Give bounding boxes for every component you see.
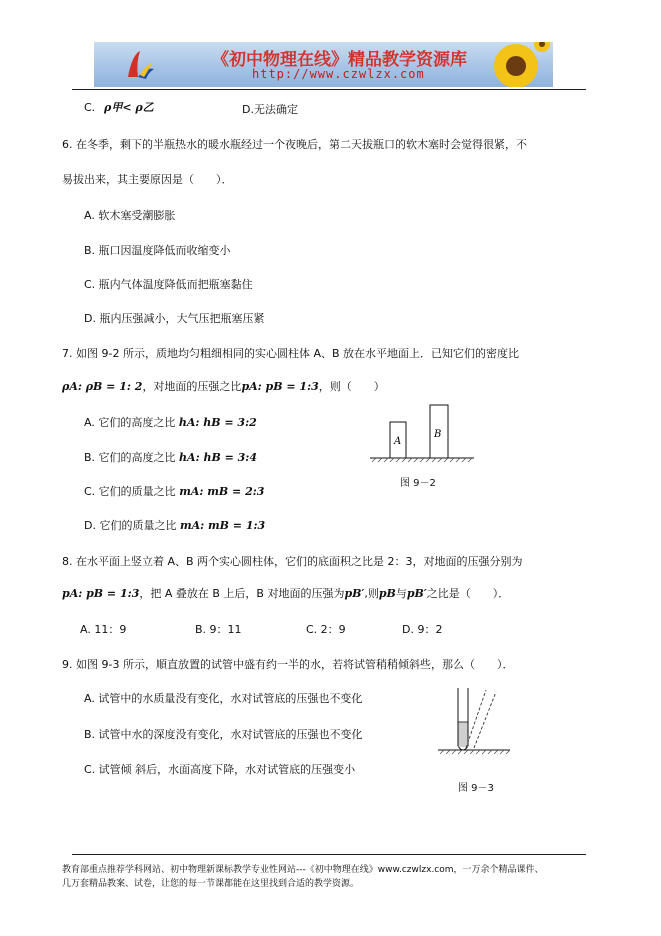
q7-stem-line2	[62, 378, 385, 394]
q6-option-d: D. 瓶内压强减小，大气压把瓶塞压紧	[84, 312, 265, 325]
q8-stem-mid2: ,则	[364, 587, 379, 600]
figure-9-2-caption: 图 9－2	[400, 478, 436, 489]
header-banner	[94, 42, 553, 87]
q9-option-a: A. 试管中的水质量没有变化，水对试管底的压强也不变化	[84, 692, 363, 705]
q7-option-d-math: mA: mB = 1:3	[179, 519, 266, 532]
q7-option-b-text: B. 它们的高度之比	[84, 451, 176, 464]
q8-stem-mid3: 与	[395, 587, 407, 600]
q8-option-b: B. 9：11	[195, 623, 242, 636]
q9-option-b: B. 试管中水的深度没有变化，水对试管底的压强也不变化	[84, 728, 363, 741]
footer-line1: 教育部重点推荐学科网站、初中物理新课标教学专业性网站---《初中物理在线》www.czwlzx.com，一万余个精品课件、	[62, 865, 544, 875]
q7-stem-line1: 7. 如图 9-2 所示，质地均匀粗细相同的实心圆柱体 A、B 放在水平地面上．已知它们的密度比	[62, 347, 520, 360]
q7-option-b	[84, 449, 257, 465]
figure-9-2	[368, 402, 478, 464]
q6-option-a: A. 软木塞受潮膨胀	[84, 209, 176, 222]
q6-option-b: B. 瓶口因温度降低而收缩变小	[84, 244, 231, 257]
q7-option-a	[84, 414, 257, 430]
q7-pressure-ratio: pA: pB = 1:3	[241, 380, 319, 393]
q7-stem-mid: ，对地面的压强之比	[142, 380, 242, 393]
footer-line2: 几万套精品教案、试卷，让您的每一节课都能在这里找到合适的教学资源。	[62, 879, 360, 889]
q6-stem-line2: 易拔出来，其主要原因是（ ）．	[62, 173, 233, 186]
q7-option-c-math: mA: mB = 2:3	[179, 485, 265, 498]
tilted-tube-left	[466, 690, 486, 748]
q8-option-c: C. 2：9	[306, 623, 346, 636]
q8-pressure-pb: pB	[378, 587, 396, 600]
figure-9-3-caption: 图 9－3	[458, 783, 494, 794]
q7-density-ratio: ρA: ρB = 1: 2	[62, 380, 143, 393]
q7-option-d-text: D. 它们的质量之比	[84, 519, 177, 532]
q8-option-d: D. 9：2	[402, 623, 443, 636]
cylinder-b-label: B	[434, 429, 442, 440]
q7-option-c-text: C. 它们的质量之比	[84, 485, 176, 498]
header-rule	[72, 89, 586, 90]
q8-pressure-ratio: pA: pB = 1:3	[62, 587, 140, 600]
q7-option-a-math: hA: hB = 3:2	[178, 416, 257, 429]
q8-stem-line1: 8. 在水平面上竖立着 A、B 两个实心圆柱体，它们的底面积之比是 2：3，对地面的压强分别为	[62, 555, 523, 568]
banner-url[interactable]: http://www.czwlzx.com	[252, 67, 425, 81]
q8-new-pressure: pB′	[344, 587, 365, 600]
footer-rule	[72, 854, 586, 855]
ground-hatching	[372, 458, 472, 462]
q8-stem-end: 之比是（ ）．	[426, 587, 510, 600]
q5-option-c-label: C.	[84, 101, 96, 114]
q7-option-b-math: hA: hB = 3:4	[179, 451, 258, 464]
q7-option-d	[84, 517, 265, 533]
site-logo-icon	[122, 47, 158, 83]
table-hatching	[440, 750, 510, 754]
figure-9-3	[436, 684, 516, 766]
q6-option-c: C. 瓶内气体温度降低而把瓶塞黏住	[84, 278, 253, 291]
q7-option-a-text: A. 它们的高度之比	[84, 416, 176, 429]
q8-stem-line2	[62, 585, 509, 601]
sunflower-icon	[476, 42, 553, 87]
cylinder-a-label: A	[394, 436, 402, 447]
q6-stem-line1: 6. 在冬季，剩下的半瓶热水的暖水瓶经过一个夜晚后，第二天拔瓶口的软木塞时会觉得很紧，不	[62, 138, 527, 151]
banner-title: 《初中物理在线》精品教学资源库	[212, 50, 467, 70]
q7-stem-end: ，则（ ）	[318, 380, 385, 393]
q7-option-c	[84, 483, 264, 499]
q5-option-c-math: ρ甲< ρ乙	[104, 101, 154, 114]
q9-stem: 9. 如图 9-3 所示，順直放置的试管中盛有约一半的水，若将试管稍稍倾斜些，那么（ ）．	[62, 658, 514, 671]
q5-option-d: D.无法确定	[242, 103, 298, 116]
water-column	[459, 722, 468, 747]
tilted-tube-right	[474, 692, 496, 748]
q8-pressure-pb-prime: pB′	[406, 587, 427, 600]
q9-option-c: C. 试管倾 斜后，水面高度下降，水对试管底的压强变小	[84, 763, 356, 776]
q8-stem-mid: ，把 A 叠放在 B 上后，B 对地面的压强为	[139, 587, 345, 600]
q8-option-a: A. 11：9	[80, 623, 127, 636]
